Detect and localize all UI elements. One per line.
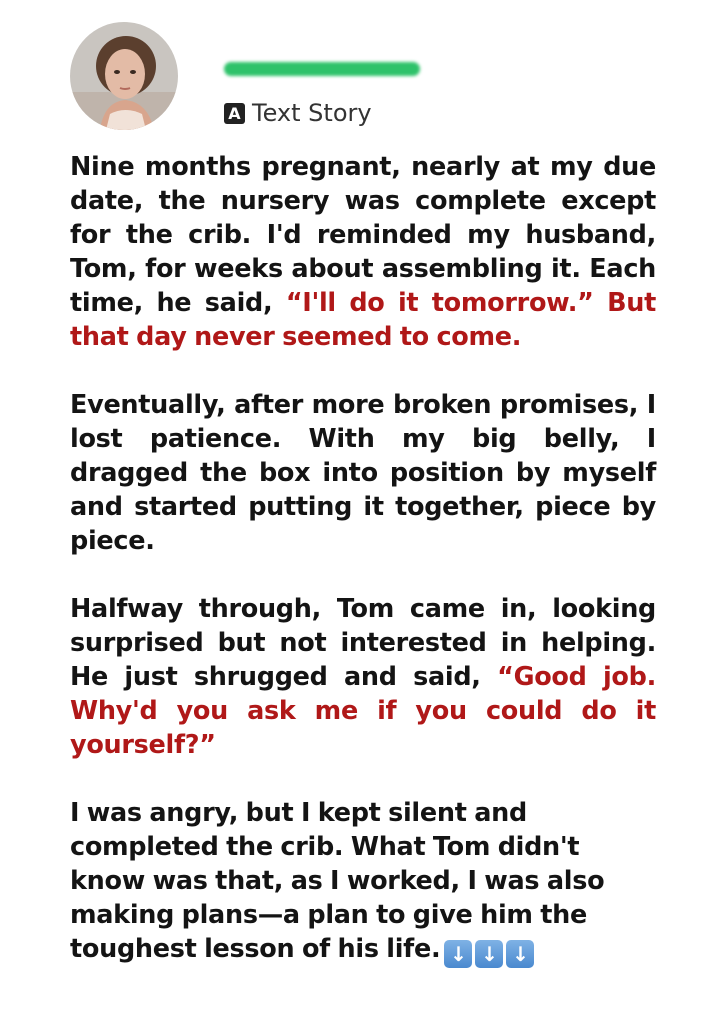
story-paragraph-2	[70, 388, 656, 558]
quote-text: “Good job. Why'd you ask me if you could do it yourself?”	[70, 662, 656, 760]
story-type-label	[224, 99, 372, 127]
story-paragraph-4	[70, 796, 656, 968]
paragraph-text: Nine months pregnant, nearly at my due date, the nursery was complete except for the crib. I'd reminded my husband, Tom, for weeks about assembling it. Each time, he said,	[70, 152, 656, 318]
text-badge-icon: A	[224, 103, 245, 124]
story-paragraph-1	[70, 150, 656, 354]
paragraph-text: Eventually, after more broken promises, I lost patience. With my big belly, I dragged the box into position by myself and started putting it together, piece by piece.	[70, 390, 656, 556]
down-arrow-icon: ↓	[475, 940, 503, 968]
quote-text: “I'll do it tomorrow.” But that day never seemed to come.	[70, 288, 656, 352]
paragraph-text: Halfway through, Tom came in, looking surprised but not interested in helping. He just shrugged and said,	[70, 594, 656, 692]
down-arrow-icon: ↓	[506, 940, 534, 968]
story-paragraph-3	[70, 592, 656, 762]
author-name-redacted	[224, 62, 420, 76]
paragraph-text: I was angry, but I kept silent and completed the crib. What Tom didn't know was that, as I worked, I was also making plans—a plan to give him the toughest lesson of his life.	[70, 798, 605, 964]
down-arrow-icon: ↓	[444, 940, 472, 968]
story-body	[70, 150, 656, 968]
down-arrows	[444, 940, 534, 968]
subtitle-text: Text Story	[252, 99, 372, 127]
avatar	[70, 22, 178, 130]
